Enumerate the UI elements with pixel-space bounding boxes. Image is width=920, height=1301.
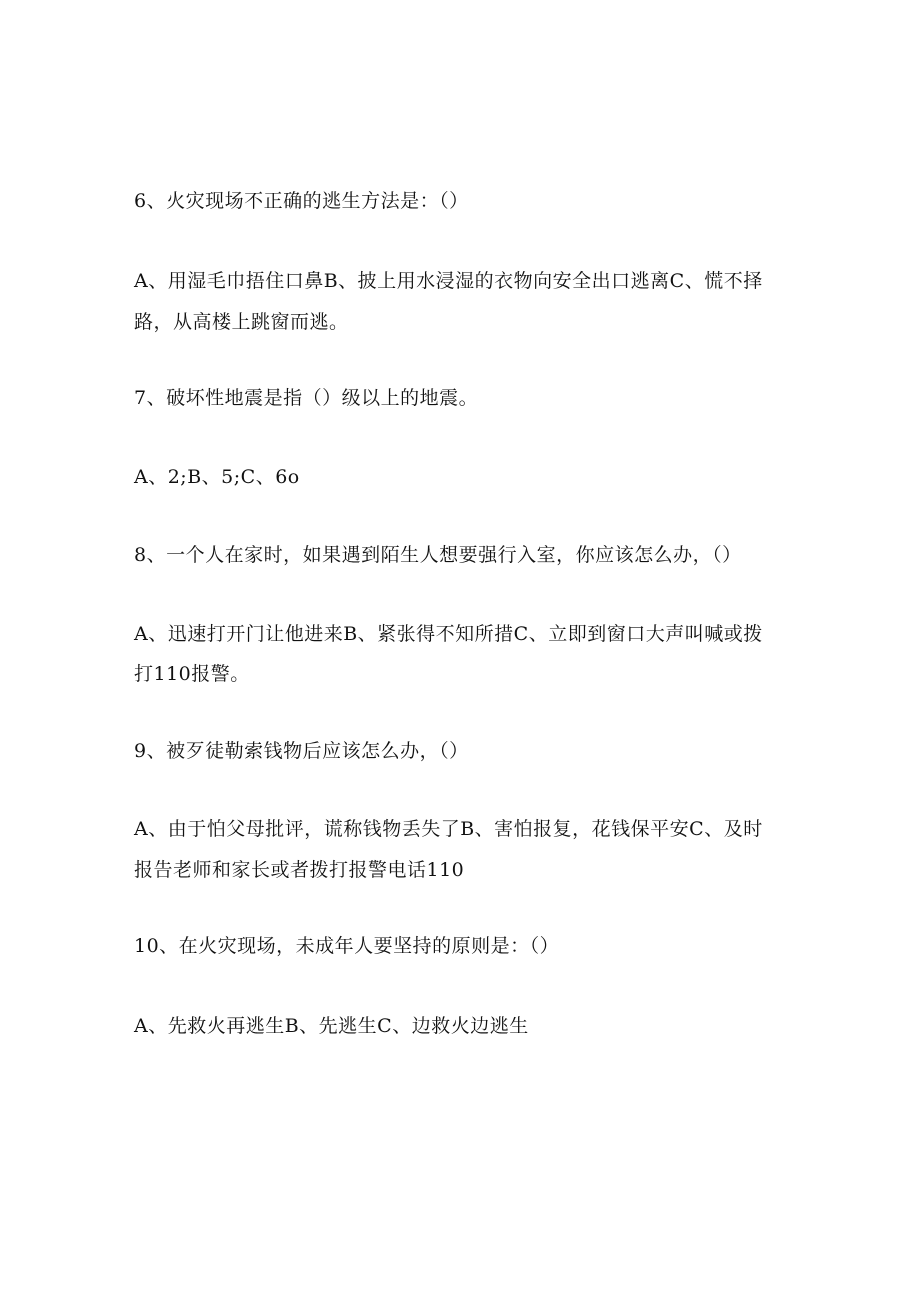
question-9: 9、被歹徒勒索钱物后应该怎么办，（） bbox=[134, 740, 469, 762]
question-8-options-line-1: A、迅速打开门让他进来B、紧张得不知所措C、立即到窗口大声叫喊或拨 bbox=[134, 623, 763, 645]
question-7: 7、破坏性地震是指（）级以上的地震。 bbox=[134, 387, 479, 409]
question-6-options-line-2: 路，从高楼上跳窗而逃。 bbox=[134, 311, 349, 333]
question-6: 6、火灾现场不正确的逃生方法是：（） bbox=[134, 190, 469, 212]
question-6-options-line-1: A、用湿毛巾捂住口鼻B、披上用水浸湿的衣物向安全出口逃离C、慌不择 bbox=[134, 270, 763, 292]
question-8-options-line-2: 打110报警。 bbox=[134, 663, 250, 685]
question-9-options-line-1: A、由于怕父母批评，谎称钱物丢失了B、害怕报复，花钱保平安C、及时 bbox=[134, 818, 763, 840]
question-9-options-line-2: 报告老师和家长或者拨打报警电话110 bbox=[134, 859, 465, 881]
question-10: 10、在火灾现场，未成年人要坚持的原则是：（） bbox=[134, 935, 560, 957]
question-8: 8、一个人在家时，如果遇到陌生人想要强行入室，你应该怎么办，（） bbox=[134, 544, 742, 566]
question-10-options: A、先救火再逃生B、先逃生C、边救火边逃生 bbox=[134, 1015, 529, 1037]
question-7-options: A、2;B、5;C、6o bbox=[134, 466, 300, 488]
